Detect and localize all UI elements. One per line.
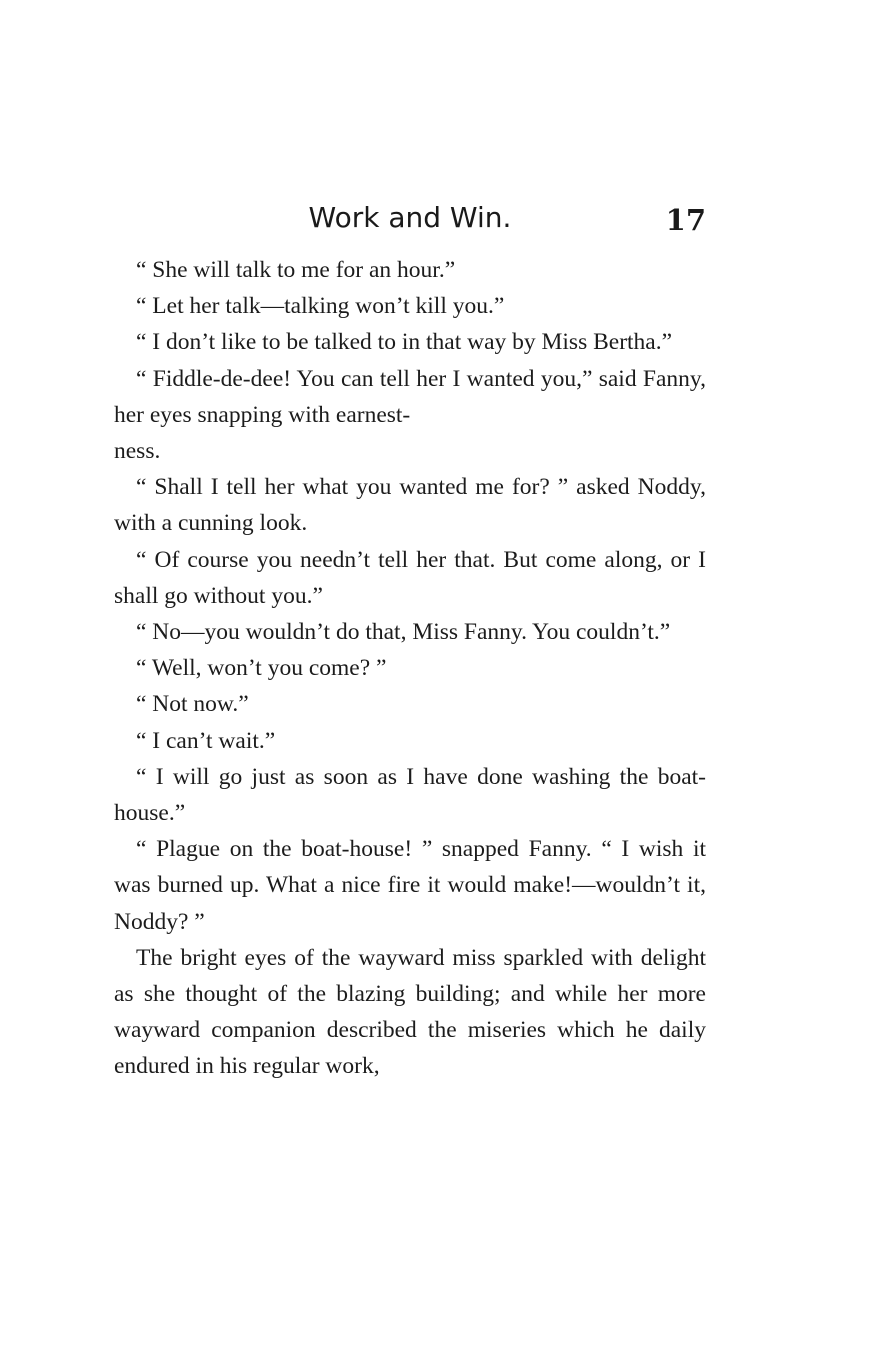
paragraph-8: “ Well, won’t you come? ” <box>136 655 387 682</box>
paragraph-11: “ I will go just as soon as I have done washing the boat-house.” <box>114 763 706 827</box>
paragraph-2: “ Let her talk—talking won’t kill you.” <box>136 293 505 320</box>
running-title: Work and Win. <box>308 201 512 234</box>
paragraph-13: The bright eyes of the wayward miss sparkled with delight as she thought of the blazing building; and while her more wayward companion described the miseries which he daily endured in his regular work, <box>114 944 706 1080</box>
paragraph-9: “ Not now.” <box>136 691 249 718</box>
paragraph-4: “ Fiddle-de-dee! You can tell her I wanted you,” said Fanny, her eyes snapping with earnest- ness. <box>114 365 706 465</box>
body-text <box>114 252 706 1085</box>
paragraph-12: “ Plague on the boat-house! ” snapped Fanny. “ I wish it was burned up. What a nice fire it would make!—wouldn’t it, Noddy? ” <box>114 836 706 935</box>
paragraph-5: “ Shall I tell her what you wanted me for? ” asked Noddy, with a cunning look. <box>114 474 706 537</box>
page-number: 17 <box>665 203 706 237</box>
paragraph-7: “ No—you wouldn’t do that, Miss Fanny. You couldn’t.” <box>136 619 671 646</box>
paragraph-3: “ I don’t like to be talked to in that way by Miss Bertha.” <box>136 329 673 356</box>
paragraph-1: “ She will talk to me for an hour.” <box>136 257 456 283</box>
paragraph-10: “ I can’t wait.” <box>136 727 276 754</box>
running-head <box>114 196 706 240</box>
paragraph-6: “ Of course you needn’t tell her that. But come along, or I shall go without you.” <box>114 546 706 609</box>
